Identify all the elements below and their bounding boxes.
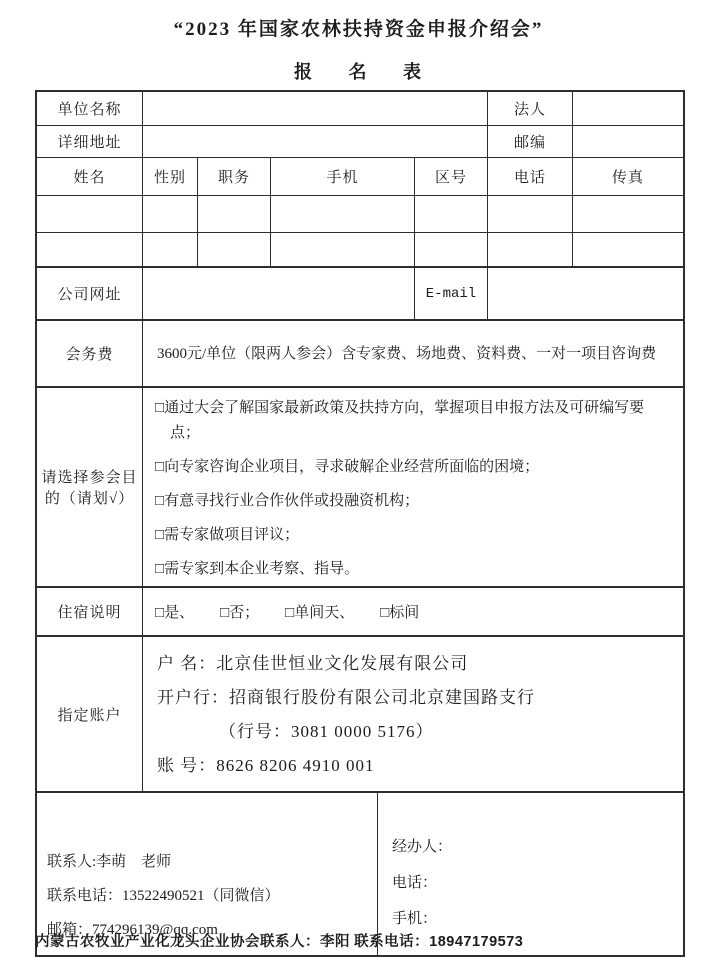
col-area-code: 区号	[414, 158, 487, 195]
email-label: E-mail	[414, 268, 487, 319]
attendee-cell[interactable]	[572, 233, 683, 266]
checkbox-icon[interactable]: □	[155, 400, 165, 416]
accommodation-options	[142, 588, 683, 635]
purpose-option-label: 向专家咨询企业项目，寻求破解企业经营所面临的困境；	[164, 459, 540, 475]
registration-table	[35, 90, 685, 957]
col-gender: 性别	[142, 158, 197, 195]
attendee-cell[interactable]	[270, 196, 414, 232]
purpose-option-label: 通过大会了解国家最新政策及扶持方向，掌握项目申报方法及可研编写要点；	[164, 400, 645, 441]
checkbox-icon[interactable]: □	[155, 527, 165, 543]
footer-text: 内蒙古农牧业产业化龙头企业协会联系人：李阳 联系电话：	[35, 934, 430, 950]
legal-person-field[interactable]	[572, 92, 683, 125]
attendee-cell[interactable]	[572, 196, 683, 232]
attendee-header-row	[37, 157, 683, 195]
checkbox-icon[interactable]: □	[155, 459, 165, 475]
col-phone: 电话	[487, 158, 572, 195]
account-bank: 开户行：招商银行股份有限公司北京建国路支行	[157, 688, 535, 707]
attendee-cell[interactable]	[487, 233, 572, 266]
form-title: “2023 年国家农林扶持资金申报介绍会”	[173, 19, 544, 40]
accommodation-option-label: 单间天、	[294, 605, 355, 621]
accommodation-label: 住宿说明	[57, 605, 122, 621]
account-details	[142, 637, 683, 791]
unit-name-label: 单位名称	[57, 102, 122, 118]
account-number: 账 号：8626 8206 4910 001	[157, 756, 375, 775]
attendee-cell[interactable]	[142, 196, 197, 232]
purpose-option[interactable]	[155, 489, 673, 514]
purpose-option-label: 有意寻找行业合作伙伴或投融资机构；	[164, 493, 420, 509]
col-position: 职务	[197, 158, 270, 195]
accommodation-option-label: 否；	[229, 605, 260, 621]
purpose-label: 请选择参会目的（请划√）	[41, 470, 138, 507]
purpose-option-label: 需专家到本企业考察、指导。	[164, 561, 360, 577]
accommodation-option-label: 是、	[164, 605, 195, 621]
attendee-cell[interactable]	[197, 196, 270, 232]
checkbox-icon[interactable]: □	[380, 605, 390, 621]
checkbox-icon[interactable]: □	[155, 561, 165, 577]
attendee-row-1	[37, 195, 683, 232]
row-account	[37, 635, 683, 791]
website-field[interactable]	[142, 268, 414, 319]
accommodation-option-standard[interactable]	[380, 601, 419, 622]
purpose-option[interactable]	[155, 557, 673, 582]
attendee-row-2	[37, 232, 683, 266]
address-field[interactable]	[142, 126, 487, 157]
handler-mobile-label[interactable]: 手机：	[392, 911, 438, 927]
contact-email: 邮箱：774296139@qq.com	[47, 922, 218, 938]
account-label: 指定账户	[57, 707, 122, 724]
purpose-options	[142, 388, 683, 586]
fee-label: 会务费	[65, 347, 114, 363]
attendee-cell[interactable]	[37, 196, 142, 232]
postal-code-label: 邮编	[487, 126, 572, 157]
association-contact-footer	[35, 930, 523, 951]
email-field[interactable]	[487, 268, 683, 319]
legal-person-label: 法人	[487, 92, 572, 125]
footer-phone-number: 18947179573	[429, 934, 524, 950]
contact-person: 联系人:李萌 老师	[47, 854, 172, 870]
attendee-cell[interactable]	[414, 233, 487, 266]
handler-phone-label[interactable]: 电话：	[392, 875, 438, 891]
row-website	[37, 266, 683, 319]
row-address	[37, 125, 683, 157]
address-label: 详细地址	[57, 135, 122, 151]
checkbox-icon[interactable]: □	[285, 605, 295, 621]
accommodation-option-label: 标间	[389, 605, 420, 621]
purpose-option[interactable]	[155, 455, 673, 480]
attendee-cell[interactable]	[487, 196, 572, 232]
attendee-cell[interactable]	[270, 233, 414, 266]
row-accommodation	[37, 586, 683, 635]
purpose-option[interactable]	[155, 523, 673, 548]
attendee-cell[interactable]	[414, 196, 487, 232]
purpose-option-label: 需专家做项目评议；	[164, 527, 300, 543]
checkbox-icon[interactable]: □	[155, 493, 165, 509]
accommodation-option-no[interactable]	[220, 601, 259, 622]
checkbox-icon[interactable]: □	[220, 605, 230, 621]
website-label: 公司网址	[57, 287, 122, 303]
attendee-cell[interactable]	[37, 233, 142, 266]
account-holder-name: 户 名：北京佳世恒业文化发展有限公司	[157, 654, 469, 673]
contact-phone: 联系电话：13522490521（同微信）	[47, 888, 280, 904]
fee-text: 3600元/单位（限两人参会）含专家费、场地费、资料费、一对一项目咨询费	[142, 321, 683, 386]
accommodation-option-yes[interactable]	[155, 601, 194, 622]
row-fee	[37, 319, 683, 386]
col-name: 姓名	[73, 170, 106, 186]
postal-code-field[interactable]	[572, 126, 683, 157]
purpose-option[interactable]	[155, 396, 673, 446]
handler-name-label[interactable]: 经办人：	[392, 839, 453, 855]
col-mobile: 手机	[270, 158, 414, 195]
form-subtitle: 报 名 表	[294, 62, 423, 82]
row-unit-name	[37, 92, 683, 125]
attendee-cell[interactable]	[197, 233, 270, 266]
col-fax: 传真	[572, 158, 683, 195]
checkbox-icon[interactable]: □	[155, 605, 165, 621]
account-bank-code: （行号：3081 0000 5176）	[219, 722, 434, 741]
row-purpose	[37, 386, 683, 586]
accommodation-option-single[interactable]	[285, 601, 354, 622]
unit-name-field[interactable]	[142, 92, 487, 125]
attendee-cell[interactable]	[142, 233, 197, 266]
